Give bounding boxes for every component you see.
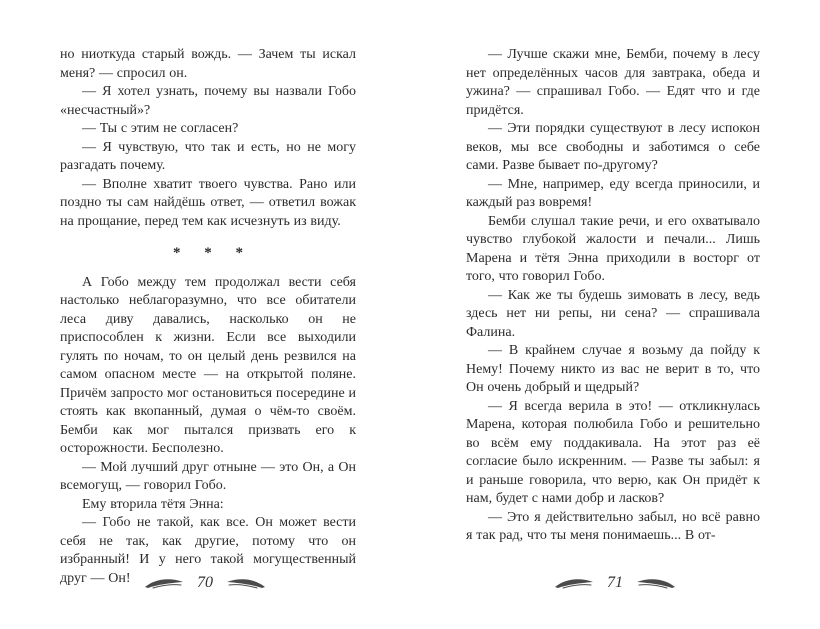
page-right-text-block — [410, 0, 820, 546]
leaf-ornament-icon — [553, 575, 595, 591]
page-number-right: 71 — [607, 574, 623, 591]
leaf-ornament-icon — [143, 575, 185, 591]
paragraph: — Эти порядки существуют в лесу испокон веков, мы все свободны и заботимся о себе сами. Разве бывает по-другому? — [466, 121, 760, 173]
page-number-left: 70 — [197, 574, 213, 591]
paragraph: — Мне, например, еду всегда приносили, и каждый раз вовремя! — [466, 176, 760, 210]
paragraph: — Как же ты будешь зимовать в лесу, ведь здесь нет ни репы, ни сена? — спрашивала Фалина. — [466, 287, 760, 340]
paragraph: — Я чувствую, что так и есть, но не могу разгадать почему. — [60, 139, 356, 173]
leaf-ornament-icon — [635, 575, 677, 591]
paragraph: — В крайнем случае я возьму да пойду к Нему! Почему никто из вас не верит в то, что Он очень добрый и щедрый? — [466, 343, 760, 395]
page-right — [410, 0, 820, 629]
paragraph: — Вполне хватит твоего чувства. Рано или поздно ты сам найдёшь ответ, — ответил вожак на прощание, перед тем как исчезнуть из виду. — [60, 176, 356, 229]
paragraph: — Я всегда верила в это! — откликнулась Марена, которая полюбила Гобо и решительно во всём ему поддакивала. На этот раз её согласие было искренним. — Разве ты забыл: я и раньше говорила, что верю, как Он придёт к нам, будет с нами добр и ласков? — [466, 398, 760, 506]
paragraph: А Гобо между тем продолжал вести себя настолько неблагоразумно, что все обитатели леса диву давались, насколько он не приспособлен к жизни. Если все выходили гулять по ночам, то он целый день резвился на самом опасном месте — на открытой поляне. Причём запросто мог остановиться посередине и стоять как вкопанный, думая о чём-то своём. Бемби как мог пытался призвать его к осторожности. Бесполезно. — [60, 274, 356, 456]
paragraph: но ниоткуда старый вождь. — Зачем ты искал меня? — спросил он. — [60, 47, 356, 81]
paragraph: — Это я действительно забыл, но всё равно я так рад, что ты меня понимаешь... В от- — [466, 509, 760, 543]
paragraph: — Мой лучший друг отныне — это Он, а Он всемогущ, — говорил Гобо. — [60, 459, 356, 493]
page-left-footer — [0, 575, 410, 591]
paragraph: — Ты с этим не согласен? — [82, 121, 239, 136]
page-left-text-block — [0, 0, 410, 588]
leaf-ornament-icon — [225, 575, 267, 591]
page-right-footer — [410, 575, 820, 591]
paragraph: — Гобо не такой, как все. Он может вести себя не так, как другие, потому что он избранный! И у него такой могущественный друг — Он! — [60, 515, 356, 586]
paragraph: — Я хотел узнать, почему вы назвали Гобо «несчастный»? — [60, 84, 356, 118]
paragraph: Ему вторила тётя Энна: — [82, 496, 224, 512]
paragraph: Бемби слушал такие речи, и его охватывало чувство глубокой жалости и печали... Лишь Марена и тётя Энна приходили в восторг от того, что говорил Гобо. — [466, 213, 760, 284]
asterism-section-break: * * * — [173, 245, 253, 261]
paragraph: — Лучше скажи мне, Бемби, почему в лесу нет определённых часов для завтрака, обеда и ужина? — спрашивал Гобо. — Едят что и где придётся. — [466, 47, 760, 118]
